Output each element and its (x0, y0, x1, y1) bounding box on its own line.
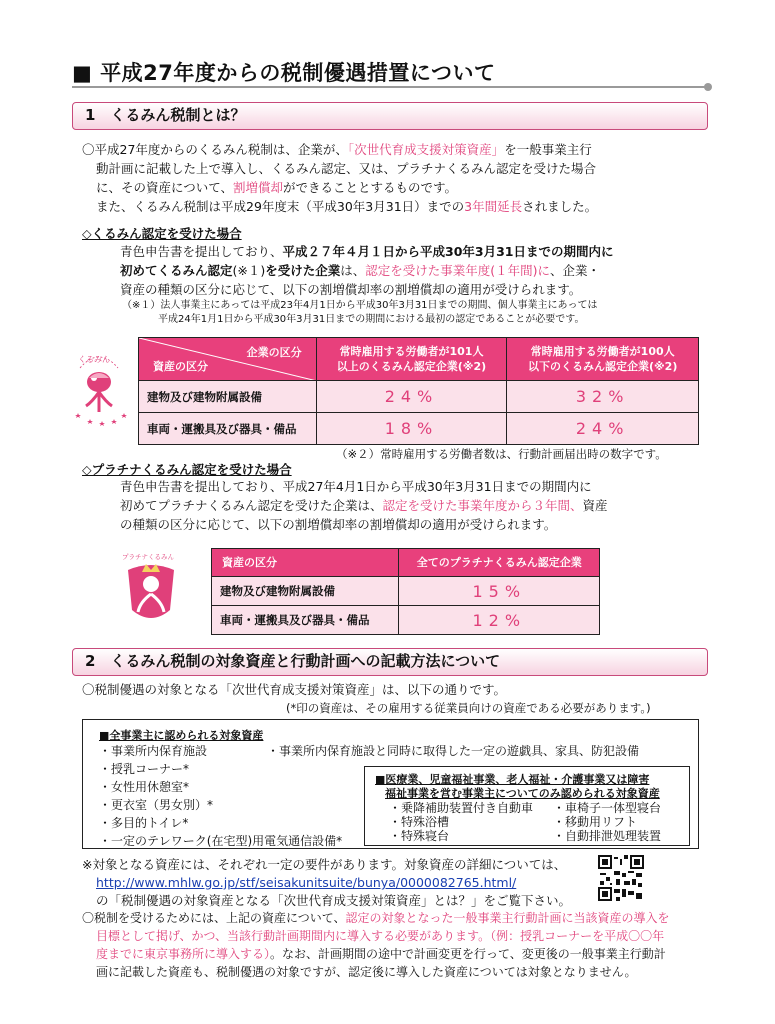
kurumin-rate-table (138, 337, 699, 445)
kurumin-subheading: ◇くるみん認定を受けた場合 (82, 226, 242, 241)
platinum-line-3: の種類の区分に応じて、以下の割増償却率の割増償却の適用が受けられます。 (120, 517, 557, 532)
platinum-rate-buildings: 15% (399, 577, 600, 606)
row-buildings-label: 建物及び建物附属設備 (139, 381, 317, 413)
welfare-asset-item: ・乗降補助装置付き自動車 (389, 801, 534, 815)
platinum-row-vehicles-label: 車両・運搬具及び器具・備品 (212, 606, 399, 635)
platinum-kurumin-logo (118, 550, 184, 632)
page-title: ■ 平成27年度からの税制優遇措置について (72, 61, 496, 85)
kurumin-logo (66, 340, 132, 430)
section2-heading: 2 くるみん税制の対象資産と行動計画への記載方法について (72, 648, 708, 676)
asset-item: ・女性用休憩室* (99, 780, 190, 794)
kurumin-table-corner (139, 338, 317, 381)
welfare-asset-item: ・特殊浴槽 (389, 815, 450, 829)
section2-intro: 〇税制優遇の対象となる「次世代育成支援対策資産」は、以下の通りです。 (82, 682, 507, 697)
intro-line-4: また、くるみん税制は平成29年度末（平成30年3月31日）までの3年間延長されました。 (96, 199, 598, 214)
platinum-col-all: 全てのプラチナくるみん認定企業 (399, 549, 600, 577)
welfare-asset-item: ・自動排泄処理装置 (553, 829, 662, 843)
welfare-asset-item: ・特殊寝台 (389, 829, 450, 843)
box1-title: ■全事業主に認められる対象資産 (99, 729, 264, 742)
box2-title-line-2: 福祉事業を営む事業主についてのみ認められる対象資産 (385, 787, 660, 800)
kurumin-table-footnote: （※２）常時雇用する労働者数は、行動計画届出時の数字です。 (336, 447, 667, 461)
section2-intro-note: (*印の資産は、その雇用する従業員向けの資産である必要があります。) (286, 701, 651, 715)
rate-vehicles-101plus: 18% (316, 413, 507, 445)
platinum-col-asset: 資産の区分 (212, 549, 399, 577)
intro-line-1: 〇平成27年度からのくるみん税制は、企業が、「次世代育成支援対策資産」を一般事業主行 (82, 142, 592, 157)
welfare-asset-item: ・車椅子一体型寝台 (553, 801, 662, 815)
kurumin-note-1: （※１）法人事業主にあっては平成23年4月1日から平成30年3月31日までの期間、個人事業主にあっては (122, 300, 598, 311)
asset-item: ・事業所内保育施設と同時に取得した一定の遊戯具、家具、防犯設備 (267, 744, 640, 758)
rate-buildings-101plus: 24% (316, 381, 507, 413)
rate-vehicles-100under: 24% (507, 413, 699, 445)
asset-item: ・更衣室（男女別）* (99, 798, 214, 812)
platinum-logo-slogan: 子育てサポートしています (126, 619, 184, 624)
final-line-1: 〇税制を受けるためには、上記の資産について、認定の対象となった一般事業主行動計画に当該資産の導入を (82, 911, 670, 925)
title-divider (72, 86, 708, 88)
mhlw-link[interactable]: http://www.mhlw.go.jp/stf/seisakunitsuite/bunya/0000082765.html/ (96, 875, 517, 890)
platinum-line-2: 初めてプラチナくるみん認定を受けた企業は、認定を受けた事業年度から３年間、資産 (120, 498, 608, 513)
intro-line-2: 動計画に記載した上で導入し、くるみん認定、又は、プラチナくるみん認定を受けた場合 (96, 161, 597, 176)
platinum-row-buildings-label: 建物及び建物附属設備 (212, 577, 399, 606)
final-line-3: 度までに東京事務所に導入する）。なお、計画期間の途中で計画変更を行って、変更後の一般事業主行動計 (96, 947, 666, 961)
welfare-asset-item: ・移動用リフト (553, 815, 638, 829)
platinum-line-1: 青色申告書を提出しており、平成27年4月1日から平成30年3月31日までの期間内に (120, 479, 592, 494)
platinum-subheading: ◇プラチナくるみん認定を受けた場合 (82, 462, 292, 477)
box2-title-line-1: ■医療業、児童福祉事業、老人福祉・介護事業又は障害 (375, 773, 650, 786)
col-header-100under: 常時雇用する労働者が100人 以下のくるみん認定企業(※2) (507, 338, 699, 381)
kurumin-line-1: 青色申告書を提出しており、平成２７年４月１日から平成30年3月31日までの期間内に (120, 244, 614, 259)
rate-buildings-100under: 32% (507, 381, 699, 413)
kurumin-note-2: 平成24年1月1日から平成30年3月31日までの期間における最初の認定であることが必要です。 (158, 314, 585, 325)
kurumin-logo-text: くるみん (78, 355, 110, 364)
kurumin-line-2: 初めてくるみん認定(※１)を受けた企業は、認定を受けた事業年度(１年間)に、企業・ (120, 263, 601, 278)
platinum-rate-table (211, 548, 600, 635)
asset-item: ・一定のテレワーク(在宅型)用電気通信設備* (99, 834, 343, 848)
qr-code[interactable] (598, 855, 644, 901)
assets-welfare-employers-box (364, 766, 690, 846)
asset-item: ・多目的トイレ* (99, 816, 189, 830)
requirement-line-1: ※対象となる資産には、それぞれ一定の要件があります。対象資産の詳細については、 (82, 857, 567, 872)
final-line-2: 目標として掲げ、かつ、当該行動計画期間内に導入する必要があります。（例：授乳コーナーを平成〇〇年 (96, 929, 665, 943)
corner-company-label: 企業の区分 (246, 346, 302, 359)
asset-item: ・事業所内保育施設 (99, 744, 208, 758)
intro-line-3: に、その資産について、割増償却ができることとするものです。 (96, 180, 458, 195)
requirement-link-line (96, 874, 516, 892)
row-vehicles-label: 車両・運搬具及び器具・備品 (139, 413, 317, 445)
col-header-101plus: 常時雇用する労働者が101人 以上のくるみん認定企業(※2) (316, 338, 507, 381)
section1-heading: 1 くるみん税制とは？ (72, 102, 708, 130)
corner-asset-label: 資産の区分 (153, 360, 208, 373)
kurumin-line-3: 資産の種類の区分に応じて、以下の割増償却率の割増償却の適用が受けられます。 (120, 282, 582, 297)
platinum-rate-vehicles: 12% (399, 606, 600, 635)
asset-item: ・授乳コーナー* (99, 762, 190, 776)
platinum-logo-text: プラチナくるみん (122, 553, 174, 561)
requirement-line-3: の「税制優遇の対象資産となる「次世代育成支援対策資産」とは？」をご覧下さい。 (96, 893, 572, 908)
final-line-4: 画に記載した資産も、税制優遇の対象ですが、認定後に導入した資産については対象となりません。 (96, 965, 637, 979)
